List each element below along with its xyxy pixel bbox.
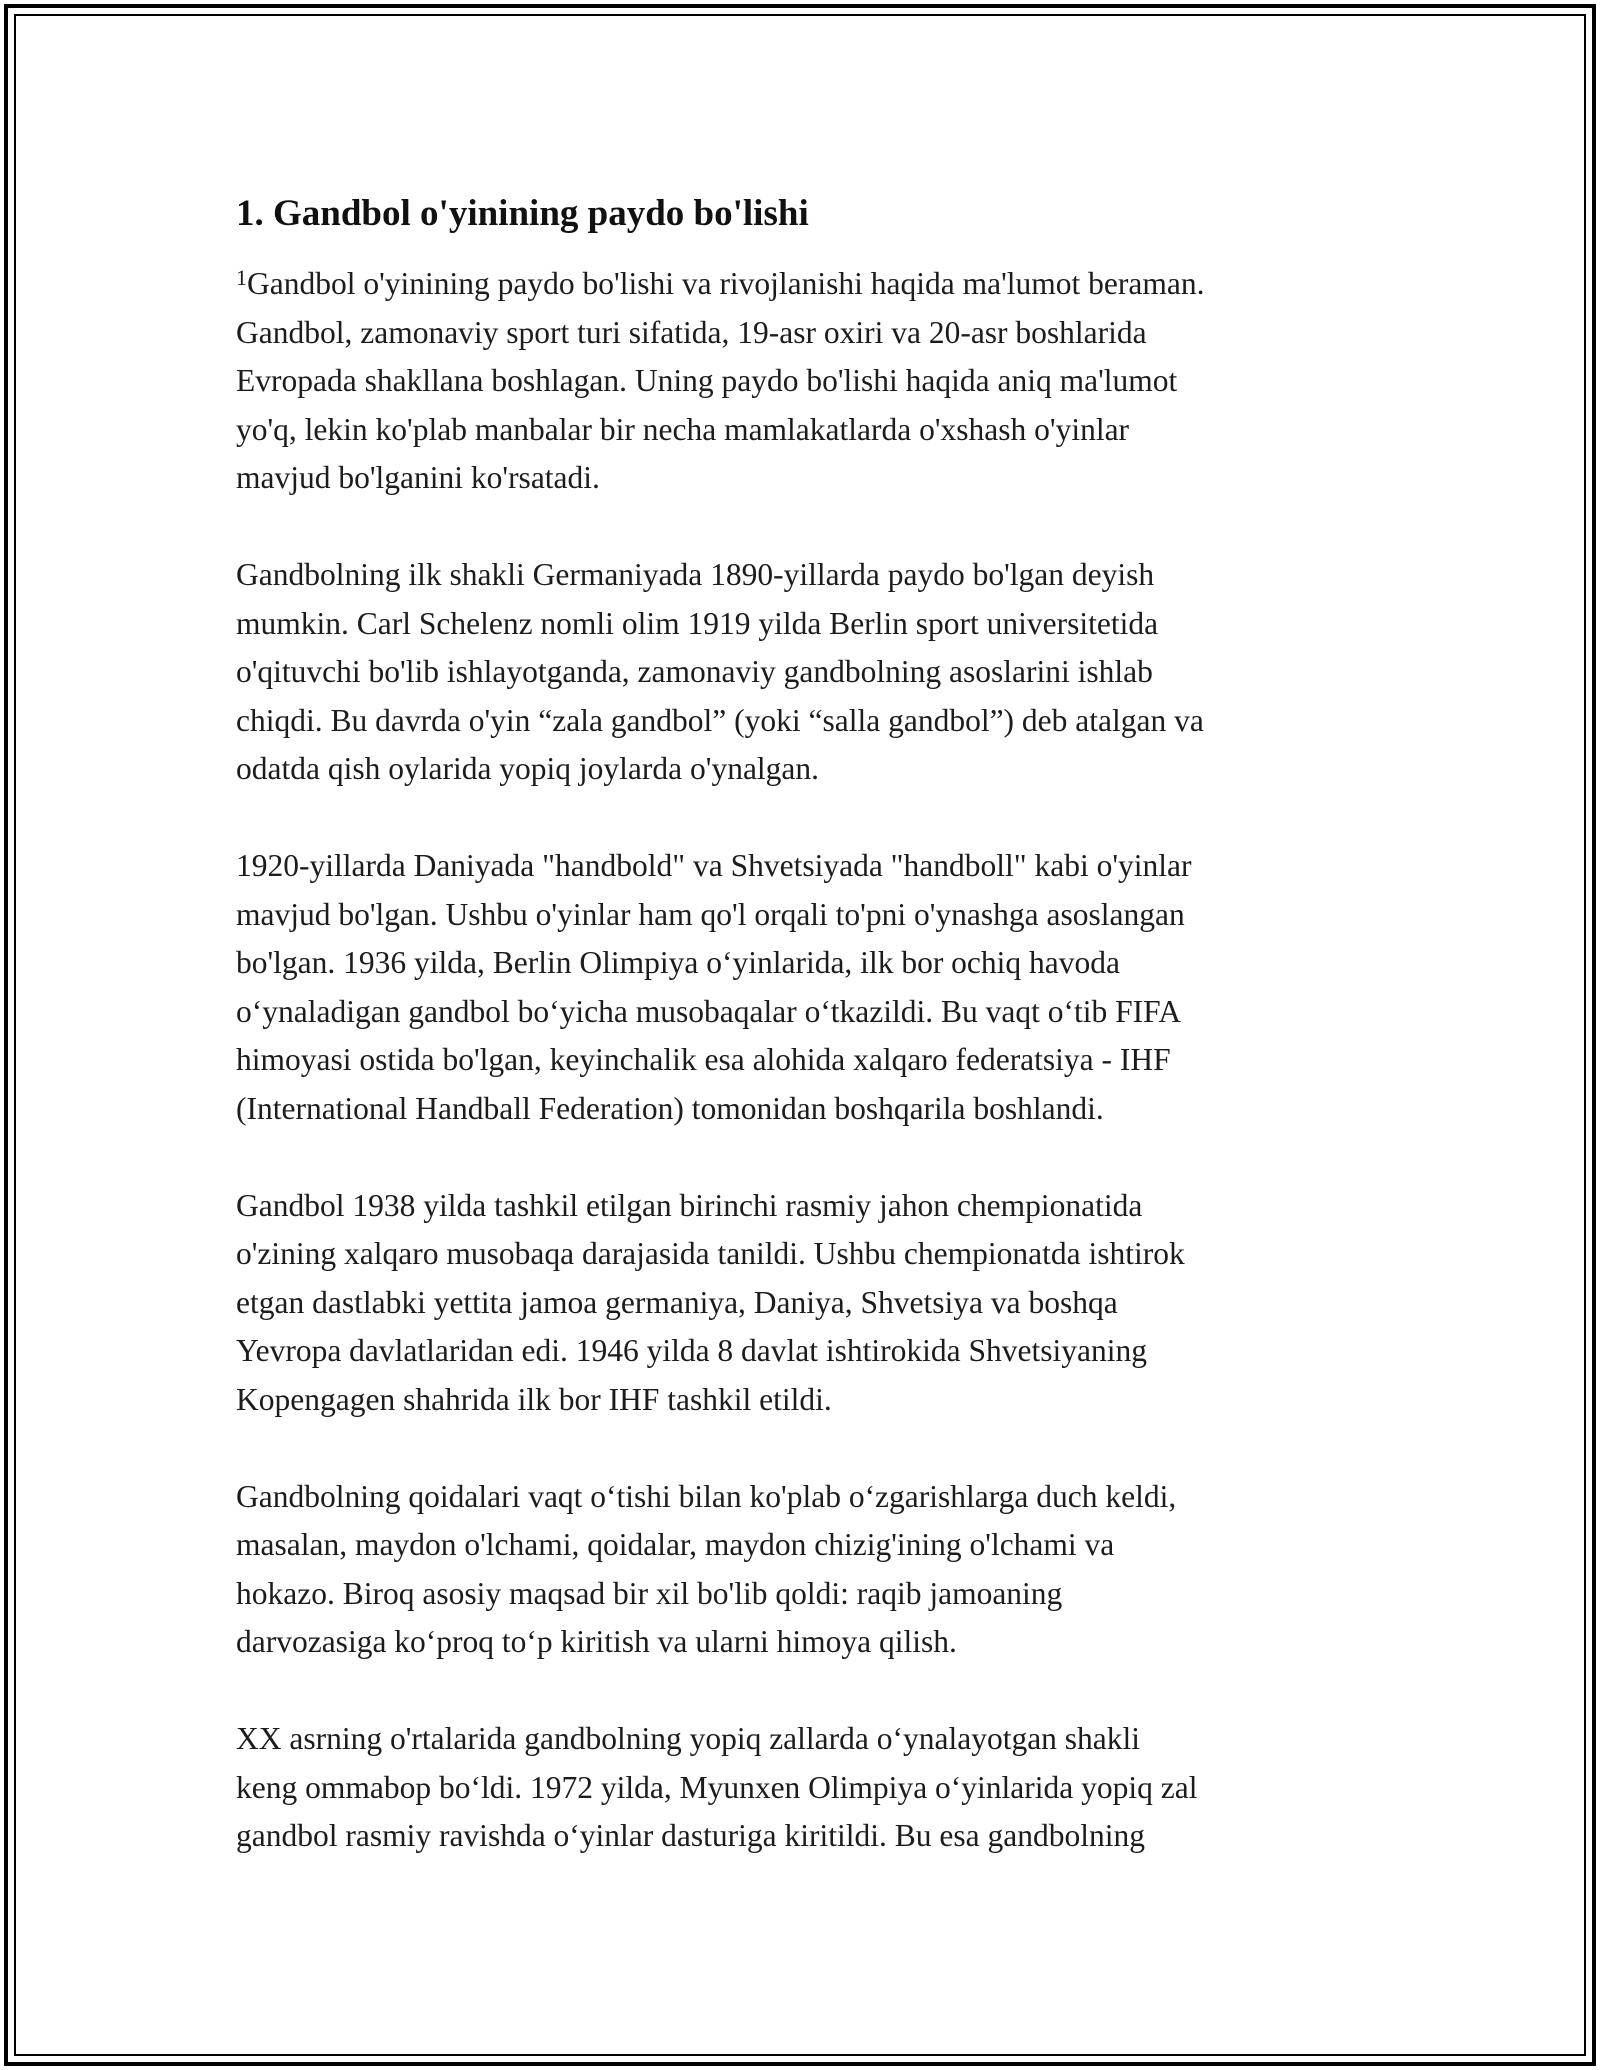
paragraph-1-text: Gandbol o'yinining paydo bo'lishi va rivojlanishi haqida ma'lumot beraman. Gandbol, zamonaviy sport turi sifatida, 19-asr oxiri va 20-asr boshlarida Evropada shakllana boshlagan. Uning paydo bo'lishi haqida aniq ma'lumot yo'q, lekin ko'plab manbalar bir necha mamlakatlarda o'xshash o'yinlar mavjud bo'lganini ko'rsatadi. <box>236 266 1205 495</box>
paragraph-4: Gandbol 1938 yilda tashkil etilgan birinchi rasmiy jahon chempionatida o'zining xalqaro musobaqa darajasida tanildi. Ushbu chempionatda ishtirok etgan dastlabki yettita jamoa germaniya, Daniya, Shvetsiya va boshqa Yevropa davlatlaridan edi. 1946 yilda 8 davlat ishtirokida Shvetsiyaning Kopengagen shahrida ilk bor IHF tashkil etildi. <box>236 1187 1185 1417</box>
footnote-marker: 1 <box>236 265 247 290</box>
paragraph-6: XX asrning o'rtalarida gandbolning yopiq zallarda o‘ynalayotgan shakli keng ommabop bo‘ldi. 1972 yilda, Myunxen Olimpiya o‘yinlarida yopiq zal gandbol rasmiy ravishda o‘yinlar dasturiga kiritildi. Bu esa gandbolning <box>236 1721 1198 1853</box>
section-heading: 1. Gandbol o'yinining paydo bo'lishi <box>236 193 809 234</box>
paragraph-5: Gandbolning qoidalari vaqt o‘tishi bilan ko'plab o‘zgarishlarga duch keldi, masalan, maydon o'lchami, qoidalar, maydon chizig'ining o'lchami va hokazo. Biroq asosiy maqsad bir xil bo'lib qoldi: raqib jamoaning darvozasiga ko‘proq to‘p kiritish va ularni himoya qilish. <box>236 1478 1177 1659</box>
paragraph-3: 1920-yillarda Daniyada "handbold" va Shvetsiyada "handboll" kabi o'yinlar mavjud bo'lgan. Ushbu o'yinlar ham qo'l orqali to'pni o'ynashga asoslangan bo'lgan. 1936 yilda, Berlin Olimpiya o‘yinlarida, ilk bor ochiq havoda o‘ynaladigan gandbol bo‘yicha musobaqalar o‘tkazildi. Bu vaqt o‘tib FIFA himoyasi ostida bo'lgan, keyinchalik esa alohida xalqaro federatsiya - IHF (International Handball Federation) tomonidan boshqarila boshlandi. <box>236 848 1192 1126</box>
paragraph-2: Gandbolning ilk shakli Germaniyada 1890-yillarda paydo bo'lgan deyish mumkin. Carl Schelenz nomli olim 1919 yilda Berlin sport universitetida o'qituvchi bo'lib ishlayotganda, zamonaviy gandbolning asoslarini ishlab chiqdi. Bu davrda o'yin “zala gandbol” (yoki “salla gandbol”) deb atalgan va odatda qish oylarida yopiq joylarda o'ynalgan. <box>236 557 1204 786</box>
document-body <box>236 188 1376 1909</box>
paragraph-1 <box>236 260 1376 503</box>
